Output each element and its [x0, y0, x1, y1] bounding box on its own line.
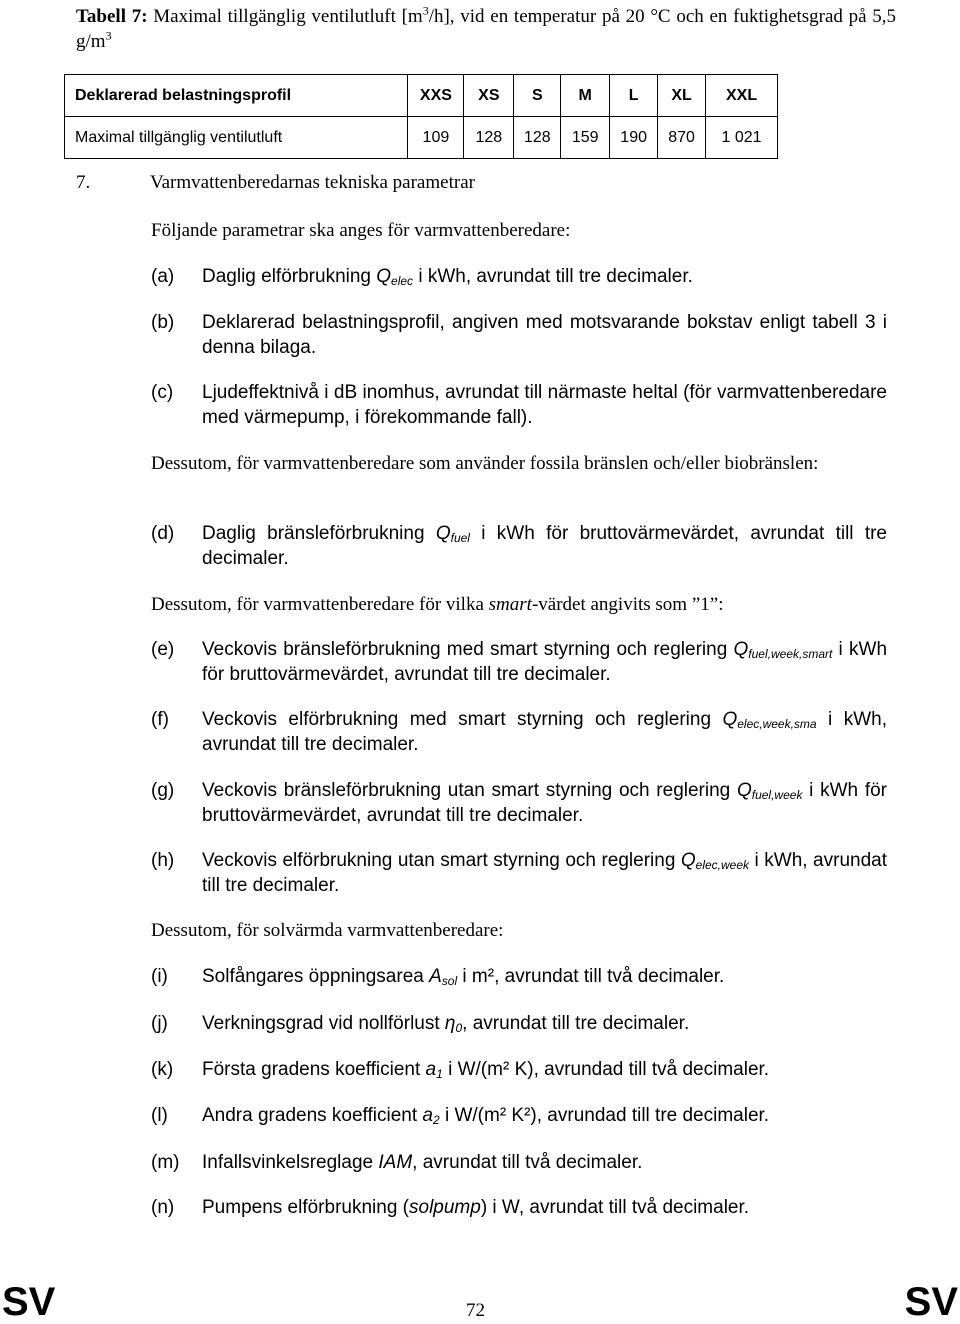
table-cell: 159: [561, 117, 610, 159]
list-item: (h) Veckovis elförbrukning utan smart styrning och reglering $Q_{elec,week}$ i kWh, avrundat till tre decimaler.: [151, 850, 887, 896]
page-number: 72: [466, 1300, 485, 1321]
table-cell: 1 021: [706, 117, 778, 159]
list-item: (k) Första gradens koefficient $a_1$ i W/(m² K), avrundad till två decimaler.: [151, 1059, 770, 1081]
section-title: Varmvattenberedarnas tekniska parametrar: [150, 172, 475, 193]
section-number: 7.: [76, 172, 91, 193]
table-row-label: Maximal tillgänglig ventilutluft: [65, 117, 408, 159]
list-item: (f) Veckovis elförbrukning med smart styrning och reglering $Q_{elec,week,sma}$ i kWh, avrundat till tre decimaler.: [151, 709, 887, 755]
smart-intro: Dessutom, för varmvattenberedare för vilka smart-värdet angivits som ”1”:: [151, 594, 724, 615]
footer-language-right: SV: [904, 1280, 958, 1324]
list-item: (i) Solfångares öppningsarea $A_{sol}$ i m², avrundat till två decimaler.: [151, 966, 725, 988]
table-cell: 870: [658, 117, 706, 159]
table-header-cell: XXL: [706, 75, 778, 117]
table-cell: 109: [408, 117, 464, 159]
list-item: (m) Infallsvinkelsreglage IAM, avrundat till två decimaler.: [151, 1152, 643, 1173]
table-header-cell: XS: [464, 75, 514, 117]
table-header-cell: XXS: [408, 75, 464, 117]
intro-paragraph: Följande parametrar ska anges för varmvattenberedare:: [151, 220, 571, 241]
solar-intro: Dessutom, för solvärmda varmvattenberedare:: [151, 920, 504, 941]
list-item: (l) Andra gradens koefficient $a_2$ i W/(m² K²), avrundad till tre decimaler.: [151, 1105, 770, 1127]
table-header-label: Deklarerad belastningsprofil: [65, 75, 408, 117]
list-item: (c) Ljudeffektnivå i dB inomhus, avrundat till närmaste heltal (för varmvattenberedare med värmepump, i förekommande fall).: [151, 382, 887, 428]
table-header-cell: XL: [658, 75, 706, 117]
fossil-intro: Dessutom, för varmvattenberedare som använder fossila bränslen och/eller biobränslen:: [151, 453, 819, 474]
table-cell: 190: [610, 117, 658, 159]
table-header-cell: L: [610, 75, 658, 117]
section-heading: [76, 172, 475, 194]
list-item: (b) Deklarerad belastningsprofil, angiven med motsvarande bokstav enligt tabell 3 i denna bilaga.: [151, 312, 887, 358]
table-cell: 128: [464, 117, 514, 159]
list-item: (e) Veckovis bränsleförbrukning med smart styrning och reglering $Q_{fuel,week,smart}$ i kWh för bruttovärmevärdet, avrundat till tre decimaler.: [151, 639, 888, 685]
table-caption: Tabell 7: Maximal tillgänglig ventilutluft $[m^3/h]$, vid en temperatur på 20 °C och en fuktighetsgrad på 5,5 $g/m^3$: [76, 3, 897, 52]
list-item: (j) Verkningsgrad vid nollförlust $\eta_0$, avrundat till tre decimaler.: [151, 1013, 690, 1035]
table-cell: 128: [514, 117, 561, 159]
footer-language-left: SV: [2, 1280, 56, 1324]
table-row: [65, 117, 778, 159]
ventilation-table: [64, 74, 778, 159]
table-header-cell: M: [561, 75, 610, 117]
caption-label: Tabell 7:: [76, 6, 148, 27]
list-item: (a) Daglig elförbrukning $Q_{elec}$ i kWh, avrundat till tre decimaler.: [151, 266, 693, 288]
table-header-row: [65, 75, 778, 117]
table-header-cell: S: [514, 75, 561, 117]
list-item: (n) Pumpens elförbrukning (solpump) i W, avrundat till två decimaler.: [151, 1197, 750, 1218]
list-item: (d) Daglig bränsleförbrukning $Q_{fuel}$ i kWh för bruttovärmevärdet, avrundat till tre decimaler.: [151, 523, 887, 569]
list-item: (g) Veckovis bränsleförbrukning utan smart styrning och reglering $Q_{fuel,week}$ i kWh för bruttovärmevärdet, avrundat till tre decimaler.: [151, 780, 888, 826]
